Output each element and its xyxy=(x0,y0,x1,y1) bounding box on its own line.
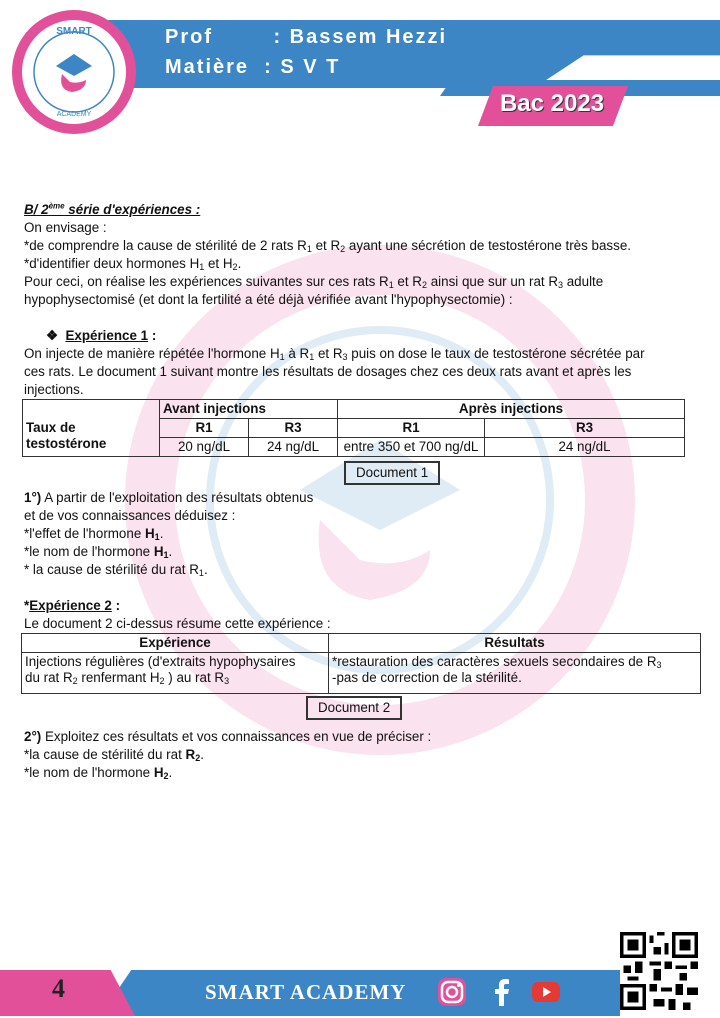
exp1-title: ❖ Expérience 1 : xyxy=(46,328,157,343)
qr-code xyxy=(620,932,698,1010)
col-r1-apres: R1 xyxy=(338,419,485,438)
col-r1-avant: R1 xyxy=(160,419,249,438)
header-avant: Avant injections xyxy=(160,400,338,419)
document-2-label: Document 2 xyxy=(306,696,402,720)
page-number: 4 xyxy=(52,974,65,1003)
exp1-paragraph: On injecte de manière répétée l'hormone $H_1$ à $R_1$ et $R_3$ puis on dose le taux de testostérone sécrétée par ces rats. Le document 1 suivant montre les résultats de dosages chez ces deux rats avant et après les injections. xyxy=(24,346,645,397)
cell-resultats: *restauration des caractères sexuels secondaires de $R_3$ -pas de correction de la stérilité. xyxy=(329,653,701,694)
svg-text:ACADEMY: ACADEMY xyxy=(56,111,92,118)
question-2: 2°) Exploitez ces résultats et vos connaissances en vue de préciser : *la cause de stérilité du rat $R_2$. *le nom de l'hormone $H_2$. xyxy=(24,729,432,781)
page-number-band xyxy=(0,970,135,1016)
goal-1: *de comprendre la cause de stérilité de 2 rats $R_1$ et $R_2$ ayant une sécrétion de testostérone très basse. xyxy=(24,238,631,254)
goal-2: *d'identifier deux hormones $H_1$ et $H_2$. xyxy=(24,256,242,272)
document-1-table xyxy=(22,399,685,457)
section-title: B/ 2ème série d'expériences : xyxy=(24,201,201,217)
question-1: 1°) A partir de l'exploitation des résultats obtenus et de vos connaissances déduisez : *l'effet de l'hormone $H_1$. *le nom de l'hormone $H_1$. * la cause de stérilité du rat $R_1$. xyxy=(24,490,314,578)
facebook-icon[interactable] xyxy=(486,976,518,1008)
intro-paragraph: Pour ceci, on réalise les expériences suivantes sur ces rats $R_1$ et $R_2$ ainsi que sur un rat $R_3$ adulte hypophysectomisé (et dont la fertilité a été déjà vérifiée avant l'hypophysectomie) : xyxy=(24,274,604,307)
document-content xyxy=(24,201,700,782)
footer-brand: SMART ACADEMY xyxy=(205,980,407,1004)
envisage-line: On envisage : xyxy=(24,220,107,235)
cell-r3-avant: 24 ng/dL xyxy=(249,438,338,457)
table-corner xyxy=(23,400,160,419)
header-experience: Expérience xyxy=(22,634,329,653)
header-resultats: Résultats xyxy=(329,634,701,653)
prof-line: Prof : Bassem Hezzi xyxy=(165,26,448,48)
cell-experience: Injections régulières (d'extraits hypophysaires du rat $R_2$ renfermant $H_2$ ) au rat $R_3$ xyxy=(22,653,329,694)
row-label: Taux de testostérone xyxy=(23,419,160,457)
smart-academy-logo xyxy=(6,4,142,140)
document-1-label: Document 1 xyxy=(344,461,440,485)
cell-r1-avant: 20 ng/dL xyxy=(160,438,249,457)
header-apres: Après injections xyxy=(338,400,685,419)
exp2-intro: Le document 2 ci-dessus résume cette expérience : xyxy=(24,616,331,631)
matiere-line: Matière : S V T xyxy=(165,56,341,78)
exp2-title: *Expérience 2 : xyxy=(24,598,121,613)
bac-label: Bac 2023 xyxy=(499,90,605,117)
document-2-table xyxy=(21,633,701,694)
cell-r3-apres: 24 ng/dL xyxy=(485,438,685,457)
col-r3-apres: R3 xyxy=(485,419,685,438)
instagram-icon[interactable] xyxy=(436,976,468,1008)
svg-text:SMART: SMART xyxy=(56,26,92,37)
youtube-icon[interactable] xyxy=(530,976,562,1008)
cell-r1-apres: entre 350 et 700 ng/dL xyxy=(338,438,485,457)
col-r3-avant: R3 xyxy=(249,419,338,438)
